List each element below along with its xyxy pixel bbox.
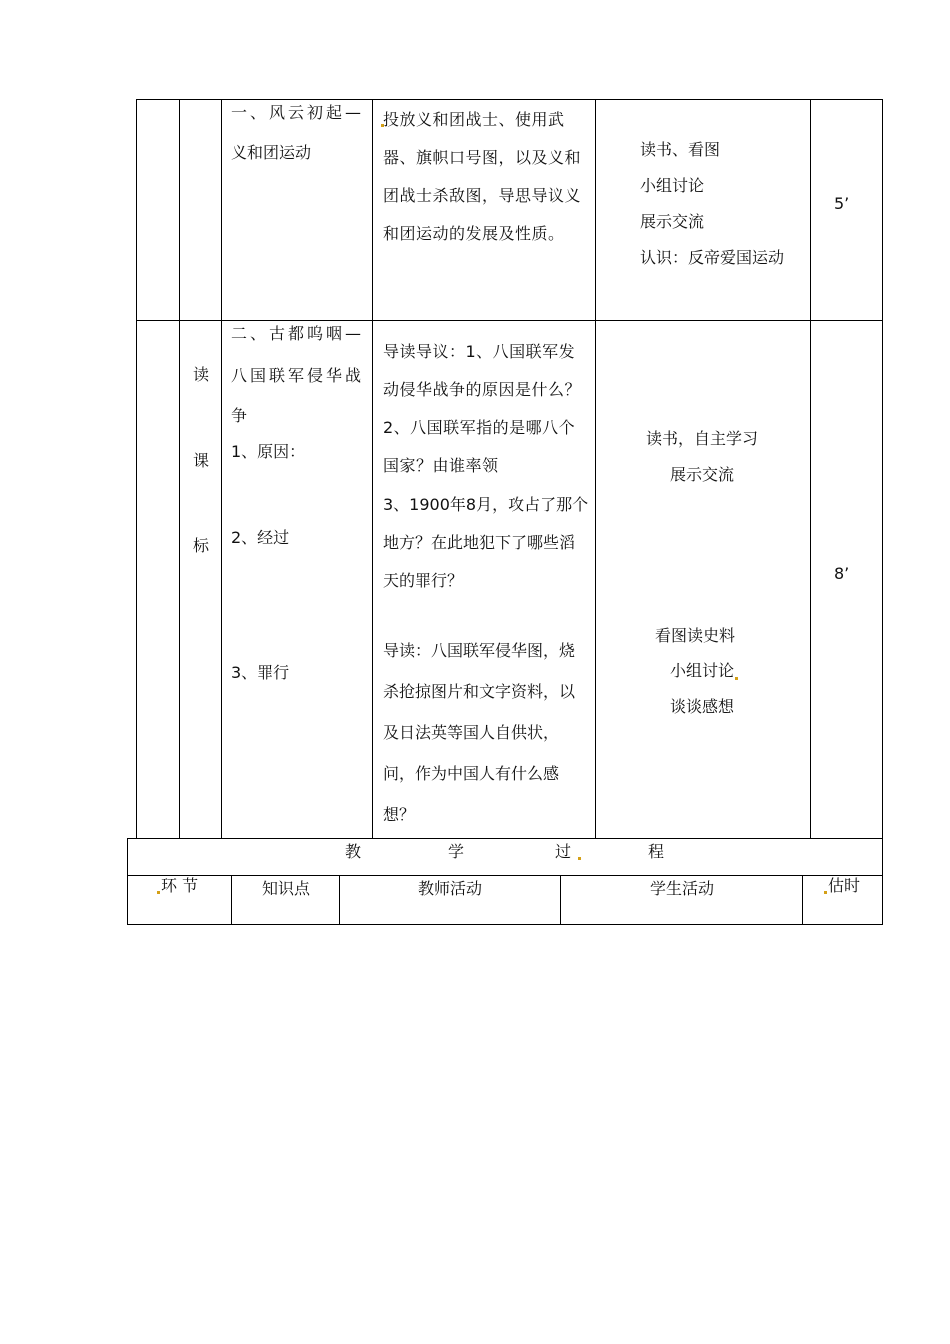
teacher-activity: 投放义和团战士、使用武器、旗帜口号图，以及义和团战士杀敌图，导思导议义和团运动的发展及性质。 xyxy=(383,110,582,243)
process-title-char: 程 xyxy=(648,842,665,861)
knowledge-item: 2、经过 xyxy=(231,528,290,547)
border xyxy=(179,99,180,839)
border xyxy=(221,99,222,839)
knowledge-title: 八国联军侵华战 xyxy=(231,366,365,385)
border xyxy=(372,99,373,839)
border xyxy=(802,875,803,925)
time-estimate: 8’ xyxy=(834,564,850,583)
student-activity: 认识：反帝爱国运动 xyxy=(640,248,785,267)
border xyxy=(127,875,883,876)
border xyxy=(127,924,883,925)
knowledge-item: 3、罪行 xyxy=(231,663,290,682)
student-activity: 读书，自主学习 xyxy=(646,429,759,448)
header-time: 估时 xyxy=(828,876,861,895)
reading-char: 读 xyxy=(193,365,210,384)
border xyxy=(127,838,883,839)
header-knowledge: 知识点 xyxy=(262,879,311,898)
teacher-guide: 导读：八国联军侵华图，烧杀抢掠图片和文字资料，以及日法英等国人自供状，问，作为中国人有什么感想？ xyxy=(383,641,576,824)
student-activity: 展示交流 xyxy=(670,465,735,484)
student-activity: 谈谈感想 xyxy=(670,697,735,716)
student-activity: 小组讨论 xyxy=(670,661,735,680)
knowledge-title: 义和团运动 xyxy=(231,143,312,162)
teacher-question: 2、八国联军指的是哪八个国家？由谁率领 xyxy=(383,418,576,475)
reading-char: 课 xyxy=(193,451,210,470)
border xyxy=(595,99,596,839)
time-estimate: 5’ xyxy=(834,194,850,213)
process-title-char: 教 xyxy=(345,842,362,861)
process-title-char: 学 xyxy=(448,842,465,861)
border xyxy=(560,875,561,925)
border xyxy=(882,99,883,839)
marker-dot xyxy=(157,891,160,894)
knowledge-title: 二、古都呜咽— xyxy=(231,324,365,343)
knowledge-title: 争 xyxy=(231,406,248,425)
header-section: 环 节 xyxy=(161,876,199,895)
border xyxy=(882,838,883,925)
header-teacher: 教师活动 xyxy=(418,879,483,898)
student-activity: 展示交流 xyxy=(640,212,705,231)
border xyxy=(127,838,128,925)
border xyxy=(231,875,232,925)
border xyxy=(339,875,340,925)
header-student: 学生活动 xyxy=(650,879,715,898)
reading-char: 标 xyxy=(193,536,210,555)
teacher-question: 导读导议：1、八国联军发动侵华战争的原因是什么？ xyxy=(383,342,582,399)
border xyxy=(136,99,137,839)
marker-dot xyxy=(735,677,738,680)
student-activity: 看图读史料 xyxy=(655,626,736,645)
knowledge-item: 1、原因： xyxy=(231,442,306,461)
student-activity: 小组讨论 xyxy=(640,176,705,195)
student-activity: 读书、看图 xyxy=(640,140,721,159)
process-title-char: 过 xyxy=(555,842,572,861)
border xyxy=(810,99,811,839)
marker-dot xyxy=(824,891,827,894)
marker-dot xyxy=(578,857,581,860)
teacher-question: 3、1900年8月，攻占了那个地方？在此地犯下了哪些滔天的罪行？ xyxy=(383,495,589,590)
knowledge-title: 一、风云初起— xyxy=(231,103,365,122)
